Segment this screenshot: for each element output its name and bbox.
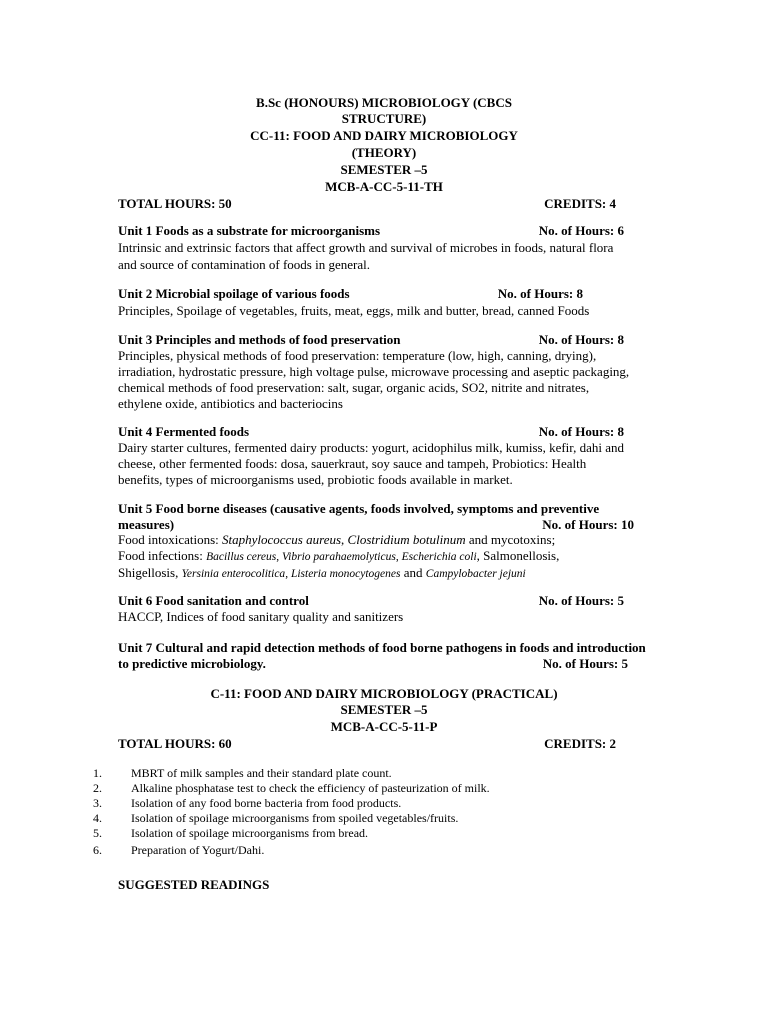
unit-2-heading bbox=[118, 286, 583, 303]
unit-hours: No. of Hours: 8 bbox=[538, 332, 624, 347]
unit-2-body-line1: Principles, Spoilage of vegetables, fruits, meat, eggs, milk and butter, bread, canned Foods bbox=[118, 303, 590, 318]
infections-label: Food infections: bbox=[118, 548, 207, 563]
unit-5-other-diseases bbox=[118, 565, 638, 583]
unit-hours: No. of Hours: 6 bbox=[538, 223, 624, 238]
unit-title: to predictive microbiology. bbox=[118, 656, 266, 671]
unit-4-body-line1: Dairy starter cultures, fermented dairy products: yogurt, acidophilus milk, kumiss, kefir, dahi and bbox=[118, 440, 624, 455]
unit-title: Unit 4 Fermented foods bbox=[118, 424, 250, 439]
separator: , bbox=[395, 551, 402, 563]
semester: SEMESTER –5 bbox=[340, 162, 428, 177]
organism-name: Escherichia coli bbox=[401, 551, 477, 563]
suggested-readings-heading: SUGGESTED READINGS bbox=[118, 877, 270, 892]
unit-5-intoxications bbox=[118, 532, 638, 549]
unit-hours: No. of Hours: 5 bbox=[538, 593, 624, 608]
infections-suffix: , Salmonellosis, bbox=[476, 548, 560, 563]
unit-hours: No. of Hours: 5 bbox=[542, 656, 628, 671]
organism-name: Bacillus cereus bbox=[206, 551, 277, 563]
unit-3-body-line2: irradiation, hydrostatic pressure, high voltage pulse, microwave processing and aseptic packaging, bbox=[118, 364, 630, 379]
item-text: Isolation of spoilage microorganisms from spoiled vegetables/fruits. bbox=[131, 811, 459, 825]
item-text: Isolation of any food borne bacteria from food products. bbox=[131, 796, 402, 810]
item-number: 2. bbox=[93, 781, 102, 795]
unit-3-body-line3: chemical methods of food preservation: salt, sugar, organic acids, SO2, nitrite and nitrates, bbox=[118, 380, 590, 395]
total-hours: TOTAL HOURS: 60 bbox=[118, 736, 232, 751]
theory-meta-row bbox=[118, 196, 616, 213]
unit-3-body-line4: ethylene oxide, antibiotics and bacteriocins bbox=[118, 396, 343, 411]
unit-1-body-line2: and source of contamination of foods in general. bbox=[118, 257, 370, 272]
item-number: 3. bbox=[93, 796, 102, 810]
paper-title: CC-11: FOOD AND DAIRY MICROBIOLOGY bbox=[250, 128, 518, 143]
separator: , bbox=[276, 551, 283, 563]
organism-name: Vibrio parahaemolyticus bbox=[282, 551, 396, 563]
unit-6-heading bbox=[118, 593, 624, 610]
unit-3-heading bbox=[118, 332, 624, 349]
practical-semester: SEMESTER –5 bbox=[340, 702, 428, 717]
item-text: Alkaline phosphatase test to check the efficiency of pasteurization of milk. bbox=[131, 781, 490, 795]
unit-title: Unit 1 Foods as a substrate for microorganisms bbox=[118, 223, 381, 238]
unit-4-body-line3: benefits, types of microorganisms used, probiotic foods available in market. bbox=[118, 472, 513, 487]
item-number: 4. bbox=[93, 811, 102, 825]
practical-title: C-11: FOOD AND DAIRY MICROBIOLOGY (PRACTICAL) bbox=[210, 686, 558, 701]
item-number: 1. bbox=[93, 766, 102, 780]
credits: CREDITS: 2 bbox=[544, 736, 616, 751]
item-number: 5. bbox=[93, 826, 102, 840]
unit-5-infections bbox=[118, 548, 638, 566]
unit-hours: No. of Hours: 8 bbox=[538, 424, 624, 439]
organism-name: Campylobacter jejuni bbox=[425, 568, 526, 580]
unit-5-title-line1: Unit 5 Food borne diseases (causative agents, foods involved, symptoms and preventive bbox=[118, 501, 600, 516]
separator: , bbox=[285, 568, 291, 580]
item-text: MBRT of milk samples and their standard plate count. bbox=[131, 766, 392, 780]
shigellosis-label: Shigellosis, bbox=[118, 565, 182, 580]
unit-7-title-line1: Unit 7 Cultural and rapid detection methods of food borne pathogens in foods and introduction bbox=[118, 640, 646, 655]
unit-3-body-line1: Principles, physical methods of food preservation: temperature (low, high, canning, drying), bbox=[118, 348, 597, 363]
paper-type: (THEORY) bbox=[351, 145, 417, 160]
unit-title: Unit 6 Food sanitation and control bbox=[118, 593, 309, 608]
organism-name: Yersinia enterocolitica bbox=[181, 568, 286, 580]
organism-name: Listeria monocytogenes bbox=[290, 568, 401, 580]
unit-title: Unit 3 Principles and methods of food preservation bbox=[118, 332, 401, 347]
paper-code: MCB-A-CC-5-11-TH bbox=[325, 179, 443, 194]
unit-4-heading bbox=[118, 424, 624, 441]
intoxications-label: Food intoxications: bbox=[118, 532, 222, 547]
unit-1-heading bbox=[118, 223, 624, 240]
unit-hours: No. of Hours: 8 bbox=[497, 286, 583, 301]
unit-title: Unit 2 Microbial spoilage of various foods bbox=[118, 286, 350, 301]
unit-4-body-line2: cheese, other fermented foods: dosa, sauerkraut, soy sauce and tampeh, Probiotics: Health bbox=[118, 456, 587, 471]
course-title-line2: STRUCTURE) bbox=[341, 111, 427, 126]
credits: CREDITS: 4 bbox=[544, 196, 616, 211]
total-hours: TOTAL HOURS: 50 bbox=[118, 196, 232, 211]
organism-name: Staphylococcus aureus bbox=[222, 532, 342, 547]
intoxications-suffix: and mycotoxins; bbox=[465, 532, 556, 547]
conjunction: and bbox=[400, 565, 426, 580]
unit-title: measures) bbox=[118, 517, 175, 532]
item-text: Isolation of spoilage microorganisms from bread. bbox=[131, 826, 369, 840]
separator: , bbox=[341, 532, 348, 547]
unit-hours: No. of Hours: 10 bbox=[542, 517, 634, 532]
item-number: 6. bbox=[93, 843, 102, 857]
unit-6-body-line1: HACCP, Indices of food sanitary quality and sanitizers bbox=[118, 609, 404, 624]
unit-1-body-line1: Intrinsic and extrinsic factors that affect growth and survival of microbes in foods, natural flora bbox=[118, 240, 614, 255]
unit-7-heading-row bbox=[118, 656, 628, 673]
course-title-line1: B.Sc (HONOURS) MICROBIOLOGY (CBCS bbox=[256, 95, 512, 110]
organism-name: Clostridium botulinum bbox=[347, 532, 466, 547]
item-text: Preparation of Yogurt/Dahi. bbox=[131, 843, 265, 857]
practical-meta-row bbox=[118, 736, 616, 753]
practical-code: MCB-A-CC-5-11-P bbox=[330, 719, 438, 734]
